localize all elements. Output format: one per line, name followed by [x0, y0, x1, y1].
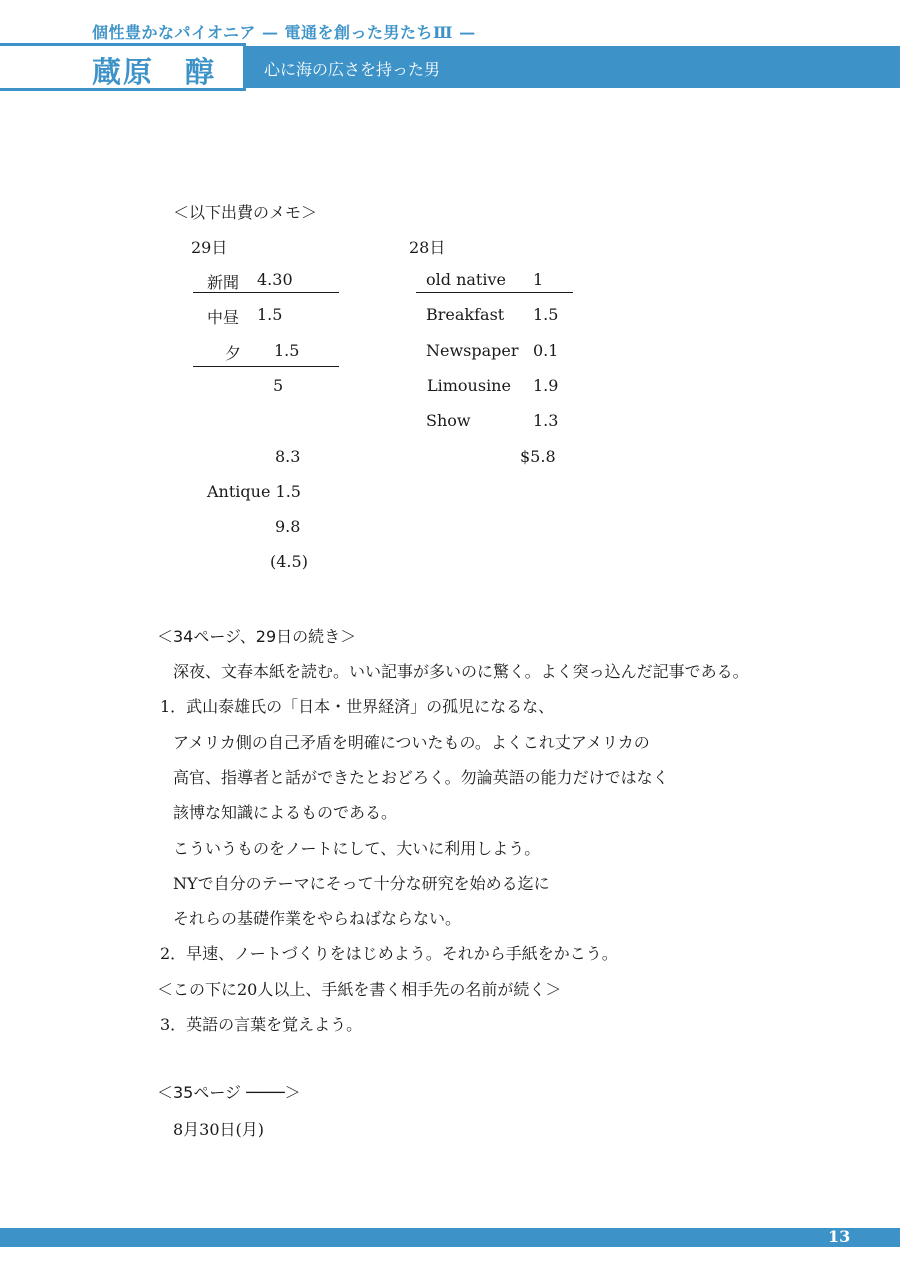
body-line: こういうものをノートにして、大いに利用しよう。: [173, 839, 541, 858]
memo-col2-row-label: old native: [426, 270, 506, 289]
memo-col1-rule-2: [193, 366, 339, 367]
memo-col2-rule: [416, 292, 573, 293]
footer-band: [0, 1228, 900, 1247]
memo-col1-total: 9.8: [275, 517, 301, 536]
memo-col1-row1-label: 新聞: [207, 273, 240, 292]
memo-col1-row2-label: 中昼: [207, 308, 240, 327]
page-number: 13: [828, 1227, 851, 1246]
memo-col1-row3-label: 夕: [225, 344, 242, 363]
memo-col2-total: $5.8: [520, 447, 556, 466]
body-line: ＜この下に20人以上、手紙を書く相手先の名前が続く＞: [157, 980, 562, 999]
series-title: 個性豊かなパイオニア — 電通を創った男たちⅢ —: [92, 23, 476, 42]
memo-col1-antique: Antique 1.5: [207, 482, 301, 501]
memo-col1-rule-1: [193, 292, 339, 293]
memo-col2-date: 28日: [409, 238, 446, 257]
memo-col1-row2-value: 1.5: [257, 305, 283, 324]
memo-col1-row3-value: 1.5: [274, 341, 300, 360]
chapter-subtitle: 心に海の広さを持った男: [264, 60, 441, 79]
body-line: 該博な知識によるものである。: [173, 803, 398, 822]
section35-heading: ＜35ページ ────＞: [157, 1083, 301, 1102]
body-line: それらの基礎作業をやらねばならない。: [173, 909, 462, 928]
memo-col2-row-value: 0.1: [533, 341, 559, 360]
section35-date: 8月30日(月): [173, 1120, 265, 1139]
author-name: 蔵原 醇: [92, 55, 217, 89]
memo-col1-paren: (4.5): [270, 552, 308, 571]
memo-col2-row-value: 1.9: [533, 376, 559, 395]
body-line: 高官、指導者と話ができたとおどろく。勿論英語の能力だけではなく: [173, 768, 669, 787]
section34-heading: ＜34ページ、29日の続き＞: [157, 627, 357, 646]
memo-col1-sum2: 8.3: [275, 447, 301, 466]
body-line: NYで自分のテーマにそって十分な研究を始める迄に: [173, 874, 550, 893]
body-line: 2．早速、ノートづくりをはじめよう。それから手紙をかこう。: [160, 944, 618, 963]
memo-col2-row-label: Show: [426, 411, 471, 430]
body-line: 深夜、文春本紙を読む。いい記事が多いのに驚く。よく突っ込んだ記事である。: [173, 662, 749, 681]
memo-col2-row-value: 1.5: [533, 305, 559, 324]
body-line: 3．英語の言葉を覚えよう。: [160, 1015, 363, 1034]
memo-col1-row1-value: 4.30: [257, 270, 293, 289]
memo-col2-row-value: 1.3: [533, 411, 559, 430]
body-line: 1．武山泰雄氏の「日本・世界経済」の孤児になるな、: [160, 697, 555, 716]
memo-heading: ＜以下出費のメモ＞: [173, 203, 318, 222]
memo-col2-row-label: Limousine: [427, 376, 511, 395]
memo-col2-row-label: Breakfast: [426, 305, 505, 324]
memo-col2-row-label: Newspaper: [426, 341, 519, 360]
memo-col1-date: 29日: [191, 238, 228, 257]
memo-col1-sum1: 5: [273, 376, 284, 395]
memo-col2-row-value: 1: [533, 270, 544, 289]
body-line: アメリカ側の自己矛盾を明確についたもの。よくこれ丈アメリカの: [173, 733, 650, 752]
